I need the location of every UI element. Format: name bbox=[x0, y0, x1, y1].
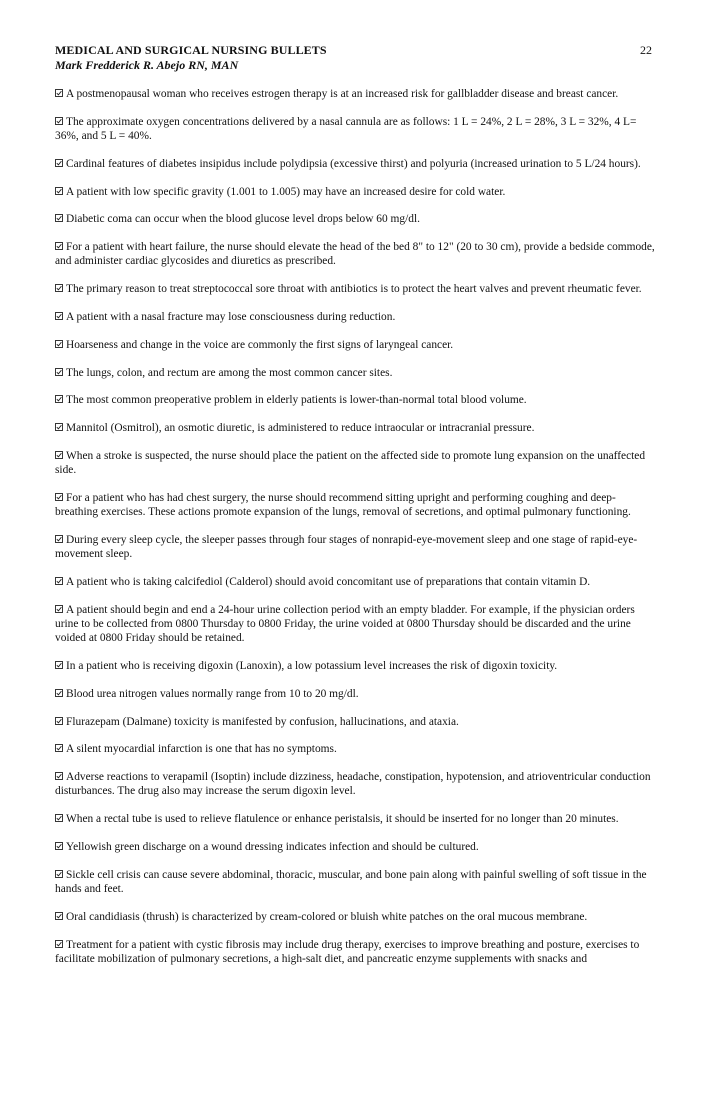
bullet-text: For a patient with heart failure, the nurse should elevate the head of the bed 8" to 12" (20 to 30 cm), provide a bedside commode, and administer cardiac glycosides and diuretics as prescribed. bbox=[55, 241, 655, 268]
bullet-item bbox=[55, 115, 655, 143]
bullet-item bbox=[55, 157, 655, 171]
bullet-item bbox=[55, 449, 655, 477]
bullet-item bbox=[55, 938, 655, 966]
bullet-text: Yellowish green discharge on a wound dressing indicates infection and should be cultured. bbox=[66, 840, 479, 853]
bullet-text: Mannitol (Osmitrol), an osmotic diuretic, is administered to reduce intraocular or intracranial pressure. bbox=[66, 422, 535, 435]
check-box-icon bbox=[55, 159, 63, 167]
check-box-icon bbox=[55, 870, 63, 878]
check-box-icon bbox=[55, 284, 63, 292]
bullet-text: A patient with low specific gravity (1.001 to 1.005) may have an increased desire for cold water. bbox=[66, 185, 506, 198]
bullet-text: For a patient who has had chest surgery, the nurse should recommend sitting upright and performing coughing and deep-breathing exercises. These actions promote expansion of the lungs, removal of secretions, and optimal pulmonary functioning. bbox=[55, 491, 631, 519]
bullet-text: A patient who is taking calcifediol (Calderol) should avoid concomitant use of preparations that contain vitamin D. bbox=[66, 575, 591, 588]
bullet-item bbox=[55, 910, 655, 924]
bullet-text: Hoarseness and change in the voice are commonly the first signs of laryngeal cancer. bbox=[66, 338, 454, 351]
check-box-icon bbox=[55, 451, 63, 459]
bullet-item bbox=[55, 687, 655, 701]
bullet-item bbox=[55, 715, 655, 729]
bullet-item bbox=[55, 812, 655, 826]
check-box-icon bbox=[55, 395, 63, 403]
check-box-icon bbox=[55, 940, 63, 948]
bullet-text: A patient should begin and end a 24-hour urine collection period with an empty bladder. For example, if the physician orders urine to be collected from 0800 Thursday to 0800 Friday, the urine voided at 0800 Thursday should be discarded and the urine voided at 0800 Friday should be retained. bbox=[55, 603, 635, 645]
check-box-icon bbox=[55, 814, 63, 822]
bullet-text: The most common preoperative problem in elderly patients is lower-than-normal total blood volume. bbox=[66, 394, 527, 407]
bullet-item bbox=[55, 87, 655, 101]
bullet-item bbox=[55, 533, 655, 561]
bullet-text: Diabetic coma can occur when the blood glucose level drops below 60 mg/dl. bbox=[66, 213, 420, 226]
check-box-icon bbox=[55, 242, 63, 250]
page-header bbox=[55, 43, 655, 72]
bullet-text: During every sleep cycle, the sleeper passes through four stages of nonrapid-eye-movement sleep and one stage of rapid-eye-movement sleep. bbox=[55, 533, 638, 561]
check-box-icon bbox=[55, 214, 63, 222]
bullet-text: Adverse reactions to verapamil (Isoptin) include dizziness, headache, constipation, hypotension, and atrioventricular conduction disturbances. The drug also may increase the serum digoxin level. bbox=[55, 771, 651, 798]
check-box-icon bbox=[55, 89, 63, 97]
bullet-text: Cardinal features of diabetes insipidus include polydipsia (excessive thirst) and polyuria (increased urination to 5 L/24 hours). bbox=[66, 157, 641, 170]
bullet-text: The lungs, colon, and rectum are among the most common cancer sites. bbox=[66, 366, 393, 379]
bullet-item bbox=[55, 575, 655, 589]
bullet-item bbox=[55, 491, 655, 519]
document-title: MEDICAL AND SURGICAL NURSING BULLETS bbox=[55, 43, 327, 57]
bullet-item bbox=[55, 421, 655, 435]
bullet-item bbox=[55, 393, 655, 407]
bullet-item bbox=[55, 868, 655, 896]
check-box-icon bbox=[55, 117, 63, 125]
check-box-icon bbox=[55, 842, 63, 850]
check-box-icon bbox=[55, 744, 63, 752]
check-box-icon bbox=[55, 312, 63, 320]
bullet-text: The approximate oxygen concentrations delivered by a nasal cannula are as follows: 1 L = 24%, 2 L = 28%, 3 L = 32%, 4 L= 36%, and 5 L = 40%. bbox=[55, 115, 637, 142]
bullet-text: Flurazepam (Dalmane) toxicity is manifested by confusion, hallucinations, and ataxia. bbox=[66, 715, 459, 728]
bullet-item bbox=[55, 185, 655, 199]
bullet-item bbox=[55, 742, 655, 756]
check-box-icon bbox=[55, 689, 63, 697]
page-number: 22 bbox=[640, 43, 652, 57]
check-box-icon bbox=[55, 717, 63, 725]
check-box-icon bbox=[55, 493, 63, 501]
check-box-icon bbox=[55, 912, 63, 920]
check-box-icon bbox=[55, 577, 63, 585]
bullet-text: Blood urea nitrogen values normally range from 10 to 20 mg/dl. bbox=[66, 687, 359, 700]
check-box-icon bbox=[55, 187, 63, 195]
check-box-icon bbox=[55, 368, 63, 376]
bullet-text: Sickle cell crisis can cause severe abdominal, thoracic, muscular, and bone pain along with painful swelling of soft tissue in the hands and feet. bbox=[55, 868, 647, 895]
check-box-icon bbox=[55, 340, 63, 348]
bullet-text: A silent myocardial infarction is one that has no symptoms. bbox=[66, 743, 337, 756]
bullet-item bbox=[55, 659, 655, 673]
bullet-item bbox=[55, 310, 655, 324]
bullet-list bbox=[55, 87, 655, 980]
check-box-icon bbox=[55, 661, 63, 669]
bullet-text: When a stroke is suspected, the nurse should place the patient on the affected side to promote lung expansion on the unaffected side. bbox=[55, 449, 646, 477]
bullet-item bbox=[55, 240, 655, 268]
bullet-item bbox=[55, 770, 655, 798]
bullet-text: In a patient who is receiving digoxin (Lanoxin), a low potassium level increases the risk of digoxin toxicity. bbox=[66, 659, 558, 672]
check-box-icon bbox=[55, 772, 63, 780]
bullet-item bbox=[55, 212, 655, 226]
bullet-item bbox=[55, 366, 655, 380]
bullet-item bbox=[55, 338, 655, 352]
document-author: Mark Fredderick R. Abejo RN, MAN bbox=[55, 58, 239, 72]
bullet-text: A patient with a nasal fracture may lose consciousness during reduction. bbox=[66, 310, 396, 323]
bullet-item bbox=[55, 282, 655, 296]
bullet-text: Treatment for a patient with cystic fibrosis may include drug therapy, exercises to improve breathing and posture, exercises to facilitate mobilization of pulmonary secretions, a high-salt diet, and pancreatic enzyme supplements with snacks and bbox=[55, 938, 640, 965]
check-box-icon bbox=[55, 535, 63, 543]
bullet-text: A postmenopausal woman who receives estrogen therapy is at an increased risk for gallbladder disease and breast cancer. bbox=[66, 88, 619, 100]
check-box-icon bbox=[55, 605, 63, 613]
bullet-item bbox=[55, 840, 655, 854]
bullet-text: When a rectal tube is used to relieve flatulence or enhance peristalsis, it should be inserted for no longer than 20 minutes. bbox=[66, 813, 619, 826]
check-box-icon bbox=[55, 423, 63, 431]
bullet-item bbox=[55, 603, 655, 646]
bullet-text: Oral candidiasis (thrush) is characterized by cream-colored or bluish white patches on the oral mucous membrane. bbox=[66, 910, 588, 923]
bullet-text: The primary reason to treat streptococcal sore throat with antibiotics is to protect the heart valves and prevent rheumatic fever. bbox=[66, 283, 642, 296]
